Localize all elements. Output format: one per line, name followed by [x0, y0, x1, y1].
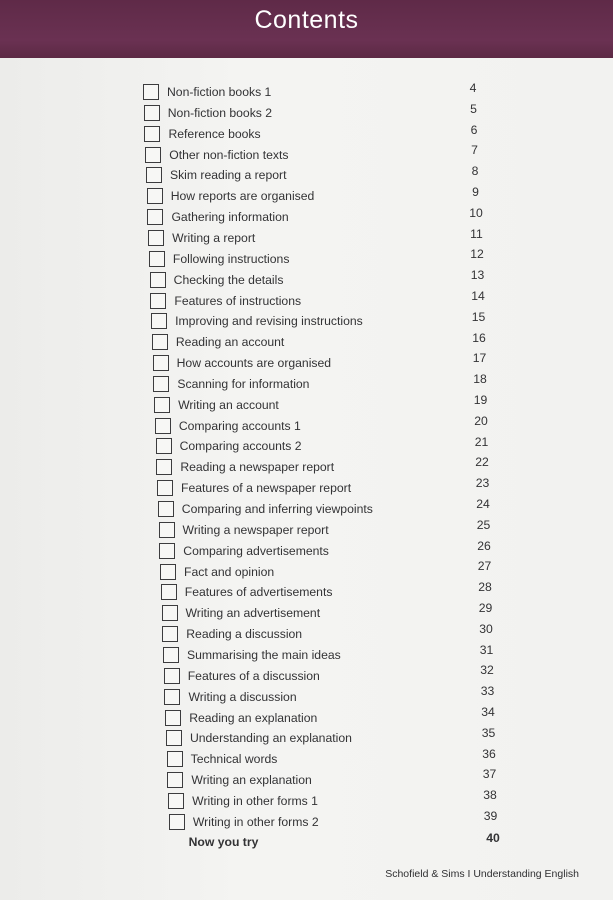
toc-entry [143, 84, 483, 104]
toc-entry [154, 397, 494, 417]
toc-entry [159, 543, 499, 563]
entry-page-number: 10 [469, 205, 483, 220]
toc-entry [163, 647, 503, 667]
toc-final-entry [170, 834, 470, 854]
entry-checkbox[interactable] [147, 188, 163, 204]
toc-entry [164, 689, 504, 709]
entry-title: Writing in other forms 2 [192, 814, 319, 829]
toc-entry [158, 501, 498, 521]
entry-page-number: 31 [479, 642, 494, 657]
entry-page-number: 6 [470, 122, 478, 137]
entry-title: Improving and revising instructions [175, 314, 363, 329]
toc-entry [169, 814, 509, 834]
toc-entry [144, 126, 484, 146]
entry-page-number: 25 [476, 517, 491, 532]
toc-entry [147, 209, 487, 229]
entry-page-number: 35 [481, 725, 496, 740]
entry-checkbox[interactable] [144, 105, 160, 121]
entry-title: Reading an explanation [189, 710, 318, 725]
entry-checkbox[interactable] [156, 459, 172, 475]
toc-entry [165, 710, 505, 730]
toc-entry [153, 355, 493, 375]
entry-checkbox[interactable] [167, 772, 183, 788]
entry-checkbox[interactable] [163, 647, 179, 663]
entry-title: Non-fiction books 2 [167, 105, 273, 120]
entry-title: How accounts are organised [176, 356, 332, 371]
entry-checkbox[interactable] [152, 334, 168, 350]
entry-title: Scanning for information [177, 376, 310, 391]
entry-checkbox[interactable] [165, 710, 181, 726]
entry-page-number: 18 [473, 372, 487, 387]
entry-page-number: 14 [471, 289, 485, 303]
entry-checkbox[interactable] [164, 668, 180, 684]
entry-checkbox[interactable] [162, 605, 178, 621]
entry-checkbox[interactable] [157, 480, 173, 496]
entry-page-number: 7 [471, 143, 478, 158]
entry-title: How reports are organised [170, 189, 315, 204]
entry-checkbox[interactable] [164, 689, 180, 705]
entry-checkbox[interactable] [144, 126, 160, 142]
entry-page-number: 36 [482, 746, 496, 761]
entry-title: Features of advertisements [184, 585, 333, 600]
entry-title: Comparing and inferring viewpoints [181, 502, 373, 516]
entry-checkbox[interactable] [166, 730, 182, 746]
toc-entry [145, 147, 485, 167]
entry-checkbox[interactable] [146, 167, 162, 183]
toc-entry [152, 334, 492, 354]
entry-page-number: 15 [471, 309, 486, 324]
entry-page-number: 13 [470, 268, 485, 283]
entry-checkbox[interactable] [160, 564, 176, 580]
entry-title: Comparing advertisements [183, 543, 329, 558]
contents-list [0, 58, 613, 900]
entry-title: Reading a newspaper report [180, 460, 335, 475]
entry-page-number: 22 [475, 455, 489, 470]
entry-page-number: 34 [481, 705, 495, 719]
entry-page-number: 23 [475, 476, 490, 491]
entry-page-number: 5 [470, 101, 477, 116]
entry-checkbox[interactable] [150, 272, 166, 288]
entry-checkbox[interactable] [151, 313, 167, 329]
entry-checkbox[interactable] [168, 793, 184, 809]
toc-entry [144, 105, 484, 125]
entry-page-number: 29 [478, 601, 493, 615]
page-title: Contents [254, 6, 359, 34]
entry-checkbox[interactable] [167, 751, 183, 767]
entry-checkbox[interactable] [169, 814, 185, 830]
entry-title: Checking the details [173, 272, 284, 287]
entry-page-number: 19 [473, 393, 488, 407]
toc-entry [148, 230, 488, 250]
entry-title: Features of a newspaper report [181, 481, 352, 496]
entry-page-number: 8 [471, 164, 479, 179]
toc-entry [147, 188, 487, 208]
entry-page-number: 37 [482, 767, 497, 782]
toc-entry [156, 438, 496, 458]
entry-title: Gathering information [171, 210, 289, 225]
toc-entry [168, 793, 508, 813]
entry-title: Skim reading a report [169, 168, 287, 183]
toc-entry [167, 751, 507, 771]
entry-checkbox[interactable] [149, 251, 165, 267]
entry-page-number: 32 [480, 663, 494, 678]
entry-page-number: 20 [474, 413, 488, 428]
entry-page-number: 24 [476, 497, 490, 511]
entry-title: Fact and opinion [184, 564, 275, 579]
entry-page-number: 33 [480, 684, 495, 699]
contents-page [0, 58, 613, 900]
entry-title: Comparing accounts 2 [179, 439, 302, 454]
entry-checkbox[interactable] [148, 230, 164, 246]
header-banner [0, 0, 613, 58]
entry-page-number: 39 [483, 809, 498, 823]
entry-title: Reading a discussion [186, 627, 303, 642]
entry-title: Writing a newspaper report [182, 522, 329, 537]
entry-page-number: 16 [472, 330, 486, 345]
toc-entry [161, 584, 501, 604]
toc-entry [162, 626, 502, 646]
toc-entry [160, 564, 500, 584]
entry-checkbox[interactable] [158, 501, 174, 517]
entry-page-number: 30 [479, 621, 493, 636]
toc-entry [151, 313, 491, 333]
toc-entry [155, 418, 495, 438]
entry-page-number: 9 [472, 185, 479, 199]
entry-checkbox[interactable] [147, 209, 163, 225]
toc-entry [150, 272, 490, 292]
entry-title: Comparing accounts 1 [178, 418, 301, 433]
entry-page-number: 11 [470, 226, 483, 241]
entry-title: Features of a discussion [187, 668, 320, 683]
entry-checkbox[interactable] [153, 376, 169, 392]
entry-checkbox[interactable] [153, 355, 169, 371]
toc-entry [156, 459, 496, 479]
entry-page-number: 17 [472, 351, 487, 366]
toc-entry [150, 293, 490, 313]
toc-entry [153, 376, 493, 396]
entry-page-number: 12 [470, 247, 484, 262]
entry-checkbox[interactable] [155, 418, 171, 434]
entry-checkbox[interactable] [156, 438, 172, 454]
entry-checkbox[interactable] [143, 84, 159, 100]
entry-checkbox[interactable] [154, 397, 170, 413]
entry-title: Reference books [168, 126, 261, 141]
toc-entry [166, 730, 506, 750]
entry-checkbox[interactable] [159, 543, 175, 559]
entry-title: Other non-fiction texts [169, 147, 289, 162]
toc-entry [157, 480, 497, 500]
entry-checkbox[interactable] [161, 584, 177, 600]
entry-title: Features of instructions [174, 293, 302, 308]
entry-page-number: 38 [483, 788, 497, 803]
entry-title: Technical words [190, 752, 278, 767]
entry-page-number: 27 [477, 559, 492, 574]
toc-entry [146, 167, 486, 187]
entry-title: Writing an account [178, 397, 279, 412]
final-entry-page-number: 40 [486, 830, 500, 845]
entry-checkbox[interactable] [162, 626, 178, 642]
final-entry-title: Now you try [188, 834, 259, 849]
entry-title: Writing an explanation [191, 773, 312, 788]
toc-entry [149, 251, 489, 271]
entry-title: Writing a discussion [188, 689, 297, 704]
entry-title: Summarising the main ideas [186, 647, 341, 662]
toc-entry [159, 522, 499, 542]
toc-entry [164, 668, 504, 688]
entry-checkbox[interactable] [150, 293, 166, 309]
entry-title: Writing in other forms 1 [192, 793, 318, 808]
entry-title: Reading an account [175, 335, 285, 350]
entry-title: Writing a report [172, 230, 256, 245]
entry-title: Understanding an explanation [189, 731, 352, 746]
entry-page-number: 21 [474, 434, 489, 449]
entry-title: Following instructions [172, 251, 290, 266]
entry-page-number: 26 [477, 538, 491, 553]
entry-page-number: 28 [478, 580, 492, 595]
footer-credit: Schofield & Sims I Understanding English [385, 868, 579, 880]
entry-checkbox[interactable] [159, 522, 175, 538]
entry-checkbox[interactable] [145, 147, 161, 163]
entry-title: Non-fiction books 1 [167, 85, 272, 99]
entry-title: Writing an advertisement [185, 606, 321, 621]
toc-entry [162, 605, 502, 625]
entry-page-number: 4 [469, 81, 477, 95]
toc-entry [167, 772, 507, 792]
